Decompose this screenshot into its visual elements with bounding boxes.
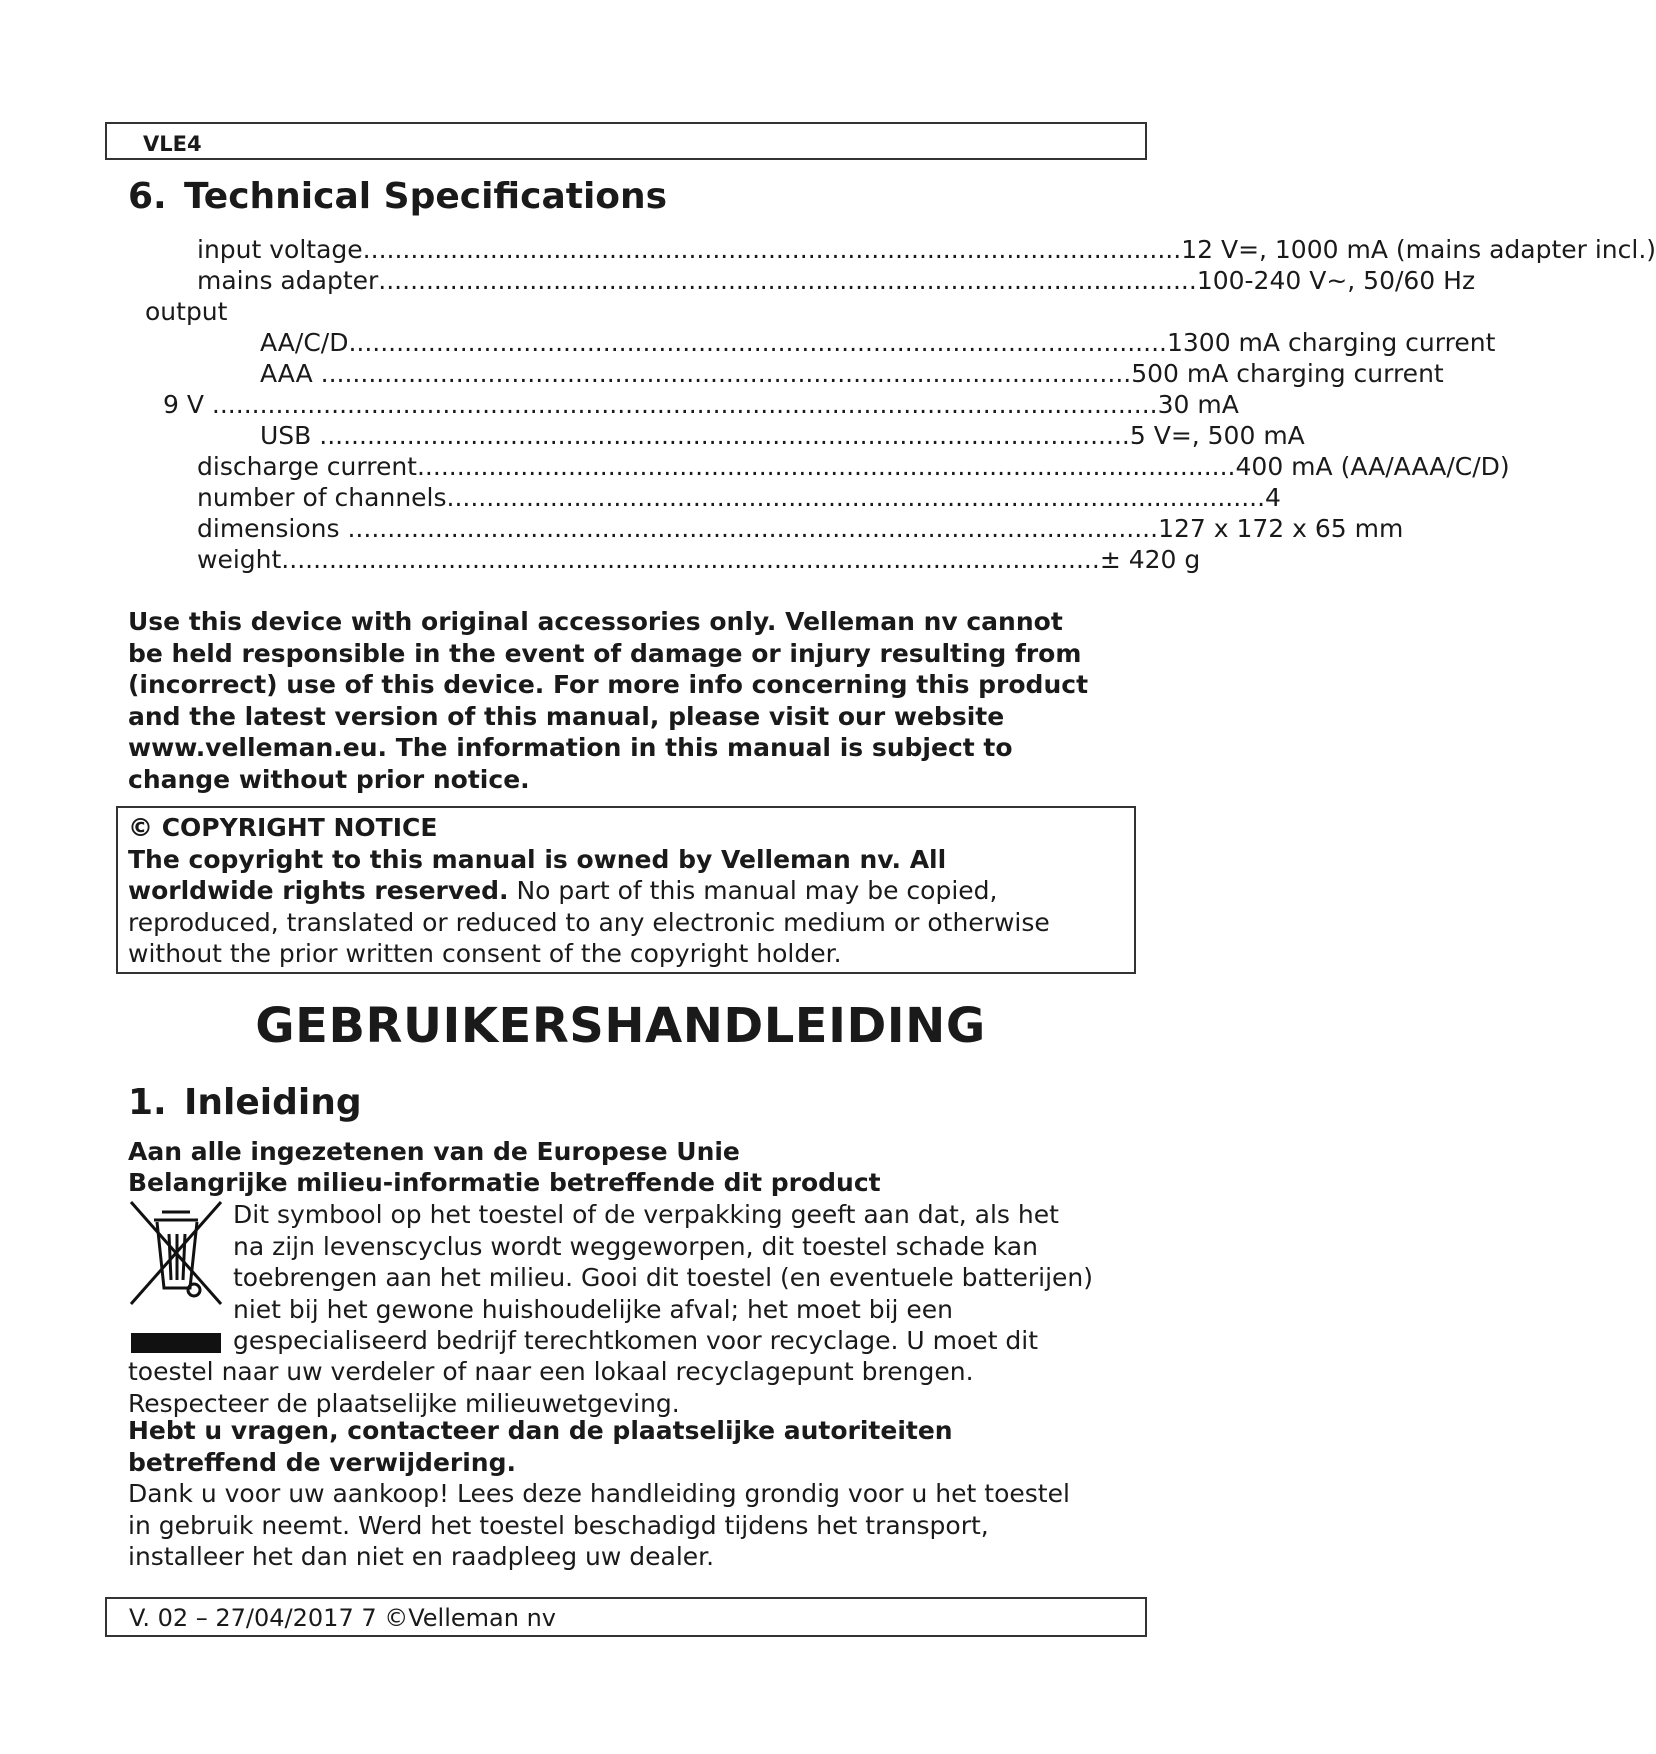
spec-row-weight [197,544,1201,576]
spec-row-discharge-current [197,451,1510,483]
model-label: VLE4 [143,132,202,156]
spec-row-mains-adapter [197,265,1476,297]
spec-row-dimensions [197,513,1404,545]
weee-line: Respecteer de plaatselijke milieuwetgeving. [128,1388,680,1418]
spec-value: 400 mA (AA/AAA/C/D) [1235,452,1510,481]
spec-group-output: output [145,297,228,326]
thanks-paragraph [128,1478,1070,1573]
notice-line: and the latest version of this manual, please visit our website [128,701,1005,731]
questions-block [128,1415,953,1478]
copyright-box [116,806,1136,974]
notice-line: change without prior notice. [128,764,530,794]
leader-dots: ...................................................................................................... [339,514,1159,543]
section-title: Technical Specifications [184,176,668,217]
weee-line: na zijn levenscyclus wordt weggeworpen, dit toestel schade kan [233,1231,1038,1261]
spec-value: 5 V=, 500 mA [1129,421,1305,450]
spec-row-input-voltage [197,234,1656,266]
weee-line: toestel naar uw verdeler of naar een lokaal recyclagepunt brengen. [128,1357,974,1386]
section-number: 6. [128,176,167,217]
notice-line: be held responsible in the event of damage or injury resulting from [128,638,1082,668]
notice-line: (incorrect) use of this device. For more info concerning this product [128,670,1089,699]
thanks-line: Dank u voor uw aankoop! Lees deze handleiding grondig voor u het toestel [128,1479,1070,1508]
spec-value: 12 V=, 1000 mA (mains adapter incl.) [1181,235,1656,264]
copyright-line: The copyright to this manual is owned by Velleman nv. All [128,844,947,874]
spec-label: AA/C/D [260,328,349,357]
weee-text-continued [128,1356,974,1419]
weee-text-block [233,1199,1093,1357]
spec-value: 100-240 V~, 50/60 Hz [1196,266,1476,295]
section-number: 1. [128,1082,167,1123]
footer-text: V. 02 – 27/04/2017 7 ©Velleman nv [129,1604,556,1632]
spec-label: dimensions [197,514,340,543]
thanks-line: in gebruik neemt. Werd het toestel beschadigd tijdens het transport, [128,1510,989,1540]
spec-row-usb [260,420,1305,452]
leader-dots: ...................................................................................................... [311,421,1130,450]
spec-value: ± 420 g [1099,545,1201,574]
leader-dots: ...................................................................................................... [312,359,1132,388]
leader-dots: ....................................................................................................... [416,452,1236,481]
questions-line: betreffend de verwijdering. [128,1447,517,1477]
leader-dots: ....................................................................................................... [348,328,1167,357]
spec-label: discharge current [197,452,417,481]
weee-black-bar [131,1333,221,1353]
spec-value: 127 x 172 x 65 mm [1158,514,1404,543]
spec-value: 30 mA [1157,390,1239,419]
notice-line: www.velleman.eu. The information in this manual is subject to [128,733,1013,762]
disclaimer-notice [128,606,1128,795]
spec-row-9v [163,389,1239,421]
spec-label: number of channels [197,483,447,512]
header-box [105,122,1147,160]
weee-line: toebrengen aan het milieu. Gooi dit toestel (en eventuele batterijen) [233,1263,1094,1292]
spec-value: 1300 mA charging current [1166,328,1496,357]
copyright-bold-fragment: worldwide rights reserved. [128,876,509,905]
questions-line: Hebt u vragen, contacteer dan de plaatselijke autoriteiten [128,1416,953,1445]
copyright-fragment: No part of this manual may be copied, [508,876,998,905]
spec-row-aa-c-d [260,327,1496,359]
copyright-line: without the prior written consent of the copyright holder. [128,939,842,968]
weee-line: Dit symbool op het toestel of de verpakking geeft aan dat, als het [233,1200,1059,1229]
spec-value: 4 [1265,483,1281,512]
leader-dots: ....................................................................................................................... [203,390,1158,419]
section-heading-inleiding [128,1082,362,1123]
spec-label: weight [197,545,282,574]
footer-box [105,1597,1147,1637]
copyright-heading: © COPYRIGHT NOTICE [128,813,438,842]
weee-crossed-bin-icon [126,1200,226,1308]
weee-line: gespecialiseerd bedrijf terechtkomen voor recyclage. U moet dit [233,1326,1039,1355]
spec-row-number-of-channels [197,482,1281,514]
section-heading-technical-specifications [128,176,667,217]
spec-label: USB [260,421,312,450]
spec-label: mains adapter [197,266,379,295]
subheading-eu-residents: Aan alle ingezetenen van de Europese Unie [128,1137,740,1166]
leader-dots: ....................................................................................................... [446,483,1266,512]
spec-row-aaa [260,358,1444,390]
leader-dots: ....................................................................................................... [281,545,1100,574]
weee-line: niet bij het gewone huishoudelijke afval; het moet bij een [233,1294,954,1324]
copyright-line: reproduced, translated or reduced to any electronic medium or otherwise [128,907,1050,937]
subheading-environment-info: Belangrijke milieu-informatie betreffende dit product [128,1168,881,1197]
leader-dots: ....................................................................................................... [362,235,1182,264]
spec-label: 9 V [163,390,204,419]
section-title: Inleiding [184,1082,362,1123]
spec-label: AAA [260,359,313,388]
spec-label: input voltage [197,235,363,264]
copyright-line [128,875,1050,907]
notice-line: Use this device with original accessories only. Velleman nv cannot [128,607,1063,636]
manual-title: GEBRUIKERSHANDLEIDING [255,998,986,1054]
thanks-line: installeer het dan niet en raadpleeg uw dealer. [128,1542,715,1571]
leader-dots: ....................................................................................................... [378,266,1197,295]
spec-value: 500 mA charging current [1131,359,1444,388]
